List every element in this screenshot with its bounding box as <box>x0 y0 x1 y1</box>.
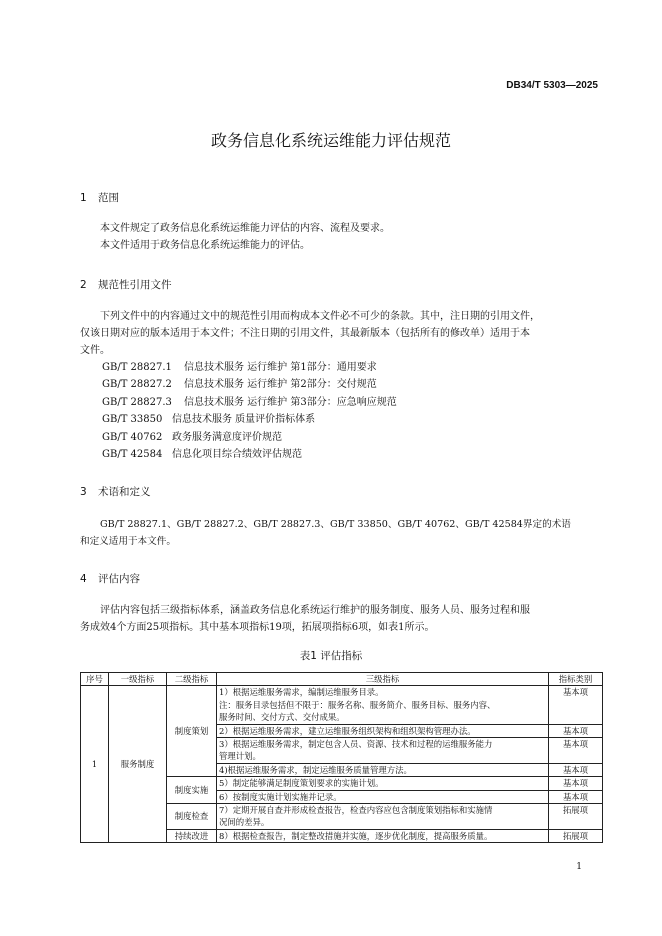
level3-cell: 6）按制度实施计划实施并记录。 <box>217 790 549 803</box>
header-seq: 序号 <box>81 673 109 686</box>
page-number: 1 <box>576 862 582 872</box>
section-number: 2 <box>80 279 87 291</box>
section-4-body <box>80 602 600 636</box>
document-number: DB34/T 5303—2025 <box>506 80 598 91</box>
header-type: 指标类别 <box>549 673 603 686</box>
section-number: 4 <box>80 573 87 585</box>
paragraph-line: 仅该日期对应的版本适用于本文件；不注日期的引用文件，其最新版本（包括所有的修改单）适用于本 <box>80 328 530 339</box>
section-number: 1 <box>80 192 87 204</box>
paragraph-line: GB/T 28827.1、GB/T 28827.2、GB/T 28827.3、GB/T 33850、GB/T 40762、GB/T 42584界定的术语 <box>100 519 571 530</box>
level3-cell: 7）定期开展自查并形成检查报告，检查内容应包含制度策划指标和实施情 况间的差异。 <box>217 804 549 830</box>
evaluation-table <box>80 672 603 843</box>
type-cell: 基本项 <box>549 686 603 724</box>
paragraph: 本文件规定了政务信息化系统运维能力评估的内容、流程及要求。 <box>100 223 390 234</box>
header-level1: 一级指标 <box>109 673 167 686</box>
header-level2: 二级指标 <box>167 673 217 686</box>
section-2-heading <box>80 277 172 292</box>
paragraph-line: 文件。 <box>80 345 110 356</box>
level2-cell: 制度实施 <box>167 777 217 804</box>
reference-item: GB/T 28827.3 信息技术服务 运行维护 第3部分：应急响应规范 <box>102 396 397 408</box>
paragraph: 本文件适用于政务信息化系统运维能力的评估。 <box>100 240 310 251</box>
section-title: 规范性引用文件 <box>98 279 172 291</box>
table-row <box>81 686 603 724</box>
type-cell: 基本项 <box>549 790 603 803</box>
level2-cell: 持续改进 <box>167 829 217 842</box>
section-1-body <box>80 220 600 254</box>
section-3-heading <box>80 484 151 499</box>
reference-item: GB/T 33850 信息技术服务 质量评价指标体系 <box>102 414 316 426</box>
level3-cell: 8）根据检查报告，制定整改措施并实施，逐步优化制度，提高服务质量。 <box>217 829 549 842</box>
section-2-intro <box>80 308 600 359</box>
level3-cell: 3）根据运维服务需求，制定包含人员、资源、技术和过程的运维服务能力 管理计划。 <box>217 738 549 764</box>
level3-cell: 5）制定能够满足制度策划要求的实施计划。 <box>217 777 549 790</box>
type-cell: 基本项 <box>549 777 603 790</box>
reference-item: GB/T 42584 信息化项目综合绩效评估规范 <box>102 449 302 461</box>
paragraph-line: 评估内容包括三级指标体系，涵盖政务信息化系统运行维护的服务制度、服务人员、服务过程和服 <box>100 605 530 616</box>
reference-item: GB/T 40762 政务服务满意度评价规范 <box>102 431 282 443</box>
section-title: 评估内容 <box>98 573 140 585</box>
reference-item: GB/T 28827.1 信息技术服务 运行维护 第1部分：通用要求 <box>102 362 377 373</box>
type-cell: 基本项 <box>549 763 603 776</box>
table-header-row <box>81 673 603 686</box>
section-4-heading <box>80 571 140 586</box>
level2-cell: 制度检查 <box>167 804 217 830</box>
seq-cell: 1 <box>81 686 109 843</box>
type-cell: 拓展项 <box>549 804 603 830</box>
section-title: 范围 <box>98 192 119 204</box>
header-level3: 三级指标 <box>217 673 549 686</box>
reference-item: GB/T 28827.2 信息技术服务 运行维护 第2部分：交付规范 <box>102 379 377 391</box>
table-caption: 表1 评估指标 <box>299 650 363 662</box>
reference-list <box>102 359 397 463</box>
type-cell: 基本项 <box>549 724 603 737</box>
section-title: 术语和定义 <box>98 486 151 498</box>
level3-cell: 1）根据运维服务需求，编制运维服务目录。 注：服务目录包括但不限于：服务名称、服务简介、服务目标、服务内容、 服务时间、交付方式、交付成果。 <box>217 686 549 724</box>
paragraph-line: 务成效4个方面25项指标。其中基本项指标19项，拓展项指标6项，如表1所示。 <box>80 622 435 633</box>
section-number: 3 <box>80 486 87 498</box>
level3-cell: 4)根据运维服务需求，制定运维服务质量管理方法。 <box>217 763 549 776</box>
paragraph-line: 和定义适用于本文件。 <box>80 536 176 547</box>
type-cell: 拓展项 <box>549 829 603 842</box>
level3-cell: 2）根据运维服务需求，建立运维服务组织架构和组织架构管理办法。 <box>217 724 549 737</box>
document-title: 政务信息化系统运维能力评估规范 <box>210 131 451 150</box>
section-3-body <box>80 516 600 550</box>
type-cell: 基本项 <box>549 738 603 764</box>
paragraph-line: 下列文件中的内容通过文中的规范性引用而构成本文件必不可少的条款。其中，注日期的引用文件， <box>100 311 540 322</box>
level2-cell: 制度策划 <box>167 686 217 777</box>
section-1-heading <box>80 190 119 205</box>
level1-cell: 服务制度 <box>109 686 167 843</box>
